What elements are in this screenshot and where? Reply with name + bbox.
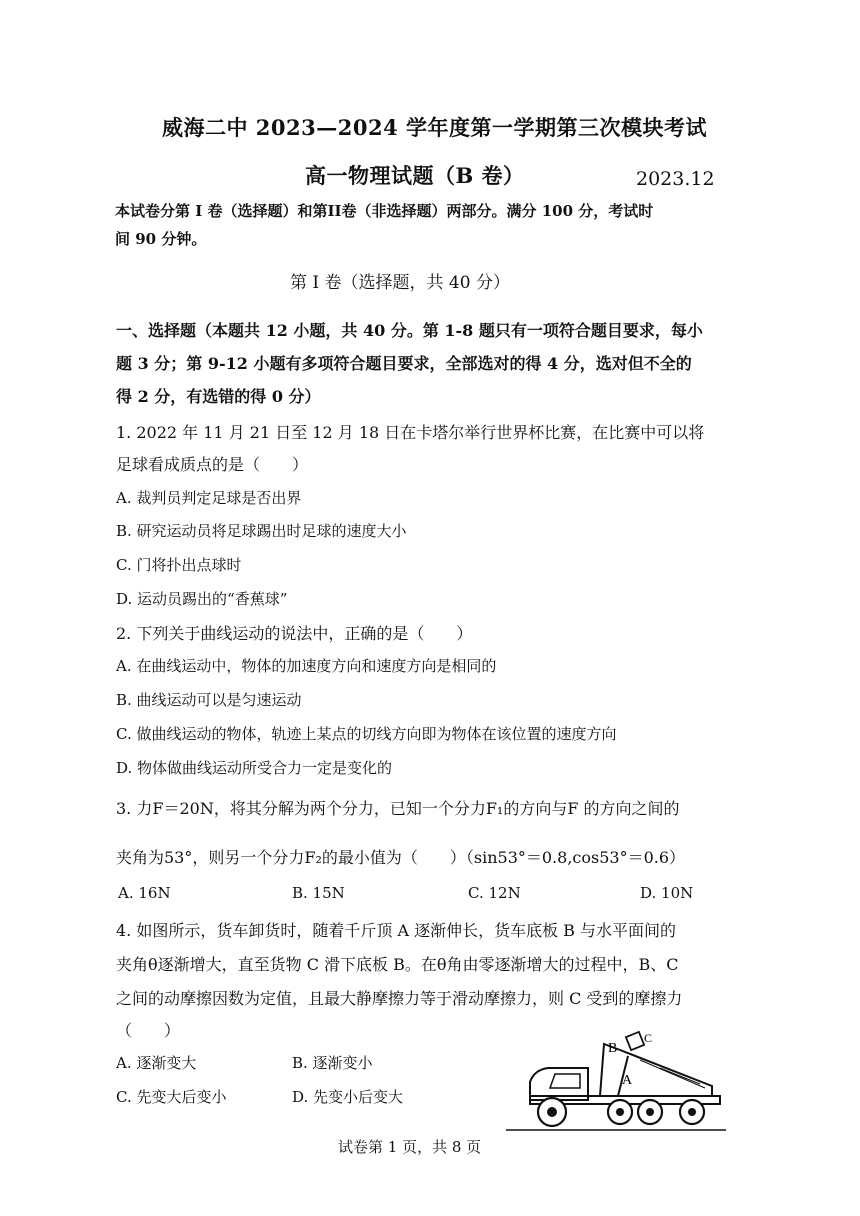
paper-subtitle: 高一物理试题（B 卷） (305, 163, 525, 188)
q3-option-c: C. 12N (468, 884, 521, 902)
q4-option-d: D. 先变小后变大 (292, 1088, 404, 1106)
exam-date: 2023.12 (636, 168, 715, 190)
q3-option-b: B. 15N (292, 884, 345, 902)
intro-line-2: 间 90 分钟。 (115, 230, 207, 248)
q1-option-d: D. 运动员踢出的“香蕉球” (116, 590, 288, 608)
exam-title: 威海二中 2023—2024 学年度第一学期第三次模块考试 (162, 115, 708, 140)
q1-stem-line-1: 1. 2022 年 11 月 21 日至 12 月 18 日在卡塔尔举行世界杯比赛，在比赛中可以将 (116, 423, 705, 442)
q2-option-b: B. 曲线运动可以是匀速运动 (116, 691, 302, 709)
q4-stem-line-3: 之间的动摩擦因数为定值，且最大静摩擦力等于滑动摩擦力，则 C 受到的摩擦力 (116, 989, 683, 1008)
dump-truck-figure (500, 1030, 730, 1140)
back-wheel-hub (688, 1108, 696, 1116)
q3-stem-line-2: 夹角为53°，则另一个分力F₂的最小值为（ ）（sin53°＝0.8,cos53°＝0.6） (116, 848, 686, 867)
q3-option-d: D. 10N (640, 884, 694, 902)
q4-stem-line-4: （ ） (116, 1021, 181, 1040)
q4-stem-line-2: 夹角θ逐渐增大，直至货物 C 滑下底板 B。在θ角由零逐渐增大的过程中，B、C (116, 955, 679, 974)
q3-stem-line-1: 3. 力F＝20N，将其分解为两个分力，已知一个分力F₁的方向与F 的方向之间的 (116, 799, 680, 818)
middle-wheel-hub (616, 1108, 624, 1116)
dump-truck-diagram (500, 1030, 730, 1140)
part1-title: 第 I 卷（选择题，共 40 分） (290, 273, 510, 293)
rear-wheel-hub (646, 1108, 654, 1116)
intro-line-1: 本试卷分第 I 卷（选择题）和第II卷（非选择题）两部分。满分 100 分，考试时 (115, 202, 654, 220)
label-b: B (608, 1041, 618, 1056)
cab-window (550, 1074, 580, 1088)
section1-line-2: 题 3 分；第 9-12 小题有多项符合题目要求，全部选对的得 4 分，选对但不全的 (116, 354, 692, 373)
label-c: C (644, 1031, 653, 1045)
q2-option-a: A. 在曲线运动中，物体的加速度方向和速度方向是相同的 (116, 657, 497, 675)
q4-option-a: A. 逐渐变大 (116, 1054, 197, 1072)
q4-option-b: B. 逐渐变小 (292, 1054, 373, 1072)
q2-option-d: D. 物体做曲线运动所受合力一定是变化的 (116, 759, 393, 777)
q1-stem-line-2: 足球看成质点的是（ ） (116, 455, 309, 474)
label-a: A (622, 1073, 633, 1088)
q2-option-c: C. 做曲线运动的物体，轨迹上某点的切线方向即为物体在该位置的速度方向 (116, 725, 617, 743)
q1-option-b: B. 研究运动员将足球踢出时足球的速度大小 (116, 522, 407, 540)
q4-option-c: C. 先变大后变小 (116, 1088, 227, 1106)
section1-line-1: 一、选择题（本题共 12 小题，共 40 分。第 1-8 题只有一项符合题目要求，每小 (116, 321, 703, 340)
q1-option-c: C. 门将扑出点球时 (116, 556, 242, 574)
q2-stem: 2. 下列关于曲线运动的说法中，正确的是（ ） (116, 624, 473, 643)
q3-option-a: A. 16N (118, 884, 171, 902)
front-wheel-hub (547, 1107, 557, 1117)
section1-line-3: 得 2 分，有选错的得 0 分） (116, 387, 321, 406)
bed-hatching (640, 1060, 705, 1088)
page-footer: 试卷第 1 页，共 8 页 (338, 1138, 482, 1156)
cargo-c (626, 1032, 644, 1050)
q4-stem-line-1: 4. 如图所示，货车卸货时，随着千斤顶 A 逐渐伸长，货车底板 B 与水平面间的 (116, 921, 677, 940)
bed-hatching-2 (660, 1068, 700, 1084)
q1-option-a: A. 裁判员判定足球是否出界 (116, 489, 302, 507)
